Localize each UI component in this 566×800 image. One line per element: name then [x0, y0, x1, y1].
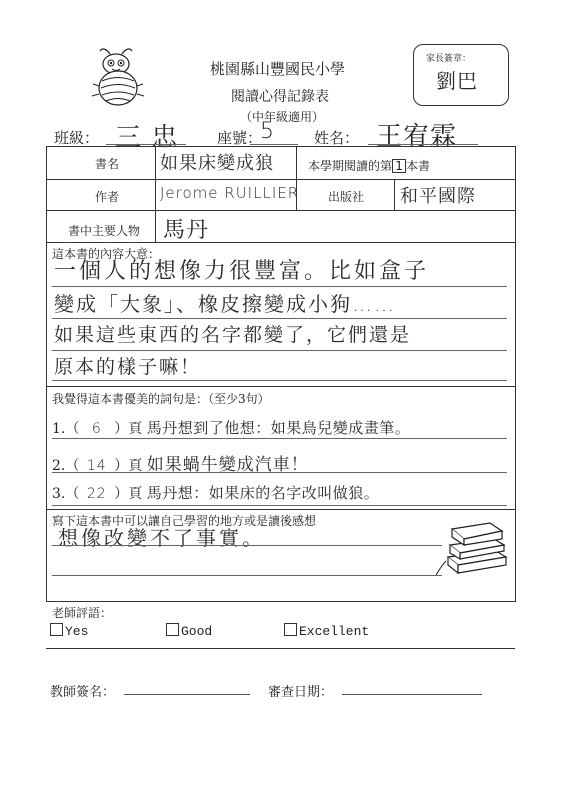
parent-signature-value: 劉巴 — [436, 69, 478, 93]
option-yes[interactable] — [50, 623, 88, 639]
book-count-prefix: 本學期閱讀的第 — [308, 159, 393, 173]
name-label: 姓名： — [314, 129, 360, 147]
option-excellent[interactable] — [284, 623, 369, 639]
review-date-field[interactable] — [342, 694, 482, 695]
summary-label: 這本書的內容大意： — [52, 247, 161, 261]
form-title: 閱讀心得記錄表 — [231, 89, 329, 105]
book-count — [308, 157, 430, 174]
seat-label: 座號： — [217, 129, 263, 147]
characters-label: 書中主要人物 — [68, 224, 141, 238]
sentence-3-text[interactable]: 馬丹想：如果床的名字改叫做狼。 — [146, 484, 380, 502]
sentence-2-num: 2. — [52, 458, 66, 474]
teacher-signature-field[interactable] — [124, 694, 250, 695]
sentence-2: 2.（ 14 ）頁 如果蝸牛變成汽車！ — [52, 455, 309, 475]
option-excellent-label: Excellent — [299, 624, 370, 639]
summary-line-2[interactable]: 變成「大象」、橡皮擦變成小狗…… — [54, 292, 396, 316]
parent-signature-box[interactable] — [413, 44, 509, 106]
grade-note: （中年級適用） — [240, 110, 325, 124]
option-good[interactable] — [166, 623, 212, 639]
class-label: 班級： — [54, 129, 100, 147]
yes-checkbox[interactable] — [50, 623, 63, 636]
sentence-2-text[interactable]: 如果蝸牛變成汽車！ — [146, 455, 309, 475]
sentence-3-num: 3. — [52, 486, 66, 502]
reflection-label: 寫下這本書中可以讓自己學習的地方或是讀後感想 — [52, 514, 317, 528]
sentence-3: 3.（ 22 ）頁 馬丹想：如果床的名字改叫做狼。 — [52, 484, 380, 502]
option-good-label: Good — [181, 624, 213, 639]
book-title-value[interactable]: 如果床變成狼 — [160, 153, 274, 174]
option-yes-label: Yes — [65, 624, 89, 639]
teacher-comment-label: 老師評語： — [52, 606, 113, 620]
review-date-label: 審查日期： — [268, 685, 334, 700]
class-value[interactable]: 三 忠 — [115, 123, 179, 153]
name-value[interactable]: 王宥霖 — [376, 122, 458, 152]
sentence-3-page-suffix: 頁 — [128, 486, 143, 502]
sentence-1-num: 1. — [52, 421, 66, 437]
summary-line-3[interactable]: 如果這些東西的名字都變了，它們還是 — [54, 324, 412, 346]
author-value[interactable]: Jerome RUILLIER — [160, 184, 300, 202]
publisher-value[interactable]: 和平國際 — [400, 186, 476, 207]
sentences-label: 我覺得這本書優美的詞句是：（至少3句） — [52, 392, 270, 406]
sentence-1-page-suffix: 頁 — [128, 421, 143, 437]
book-count-value[interactable]: 1 — [392, 159, 406, 173]
book-title-label: 書名 — [95, 157, 120, 171]
characters-value[interactable]: 馬丹 — [163, 218, 210, 243]
good-checkbox[interactable] — [166, 623, 179, 636]
school-name: 桃園縣山豐國民小學 — [210, 60, 346, 78]
book-stack-icon — [432, 505, 512, 577]
reflection-text[interactable]: 想像改變不了事實。 — [58, 526, 265, 550]
seat-value[interactable]: 5 — [260, 119, 275, 144]
book-count-suffix: 本書 — [406, 159, 431, 173]
summary-line-4[interactable]: 原本的樣子嘛！ — [54, 356, 202, 378]
excellent-checkbox[interactable] — [284, 623, 297, 636]
sentence-2-page[interactable]: 14 — [86, 458, 107, 474]
sentence-2-page-suffix: 頁 — [128, 458, 143, 474]
sentence-1: 1.（ 6 ）頁 馬丹想到了他想：如果鳥兒變成畫筆。 — [52, 419, 411, 437]
sentence-1-text[interactable]: 馬丹想到了他想：如果鳥兒變成畫筆。 — [146, 419, 411, 437]
parent-signature-label: 家長簽章： — [426, 54, 472, 64]
sentence-3-page[interactable]: 22 — [86, 486, 107, 502]
ladybug-mascot-icon — [88, 46, 148, 110]
sentence-1-page[interactable]: 6 — [91, 421, 102, 437]
summary-line-1[interactable]: 一個人的想像力很豐富。比如盒子 — [54, 259, 430, 284]
author-label: 作者 — [95, 190, 120, 204]
publisher-label: 出版社 — [328, 190, 365, 204]
teacher-signature-label: 教師簽名： — [50, 685, 116, 700]
